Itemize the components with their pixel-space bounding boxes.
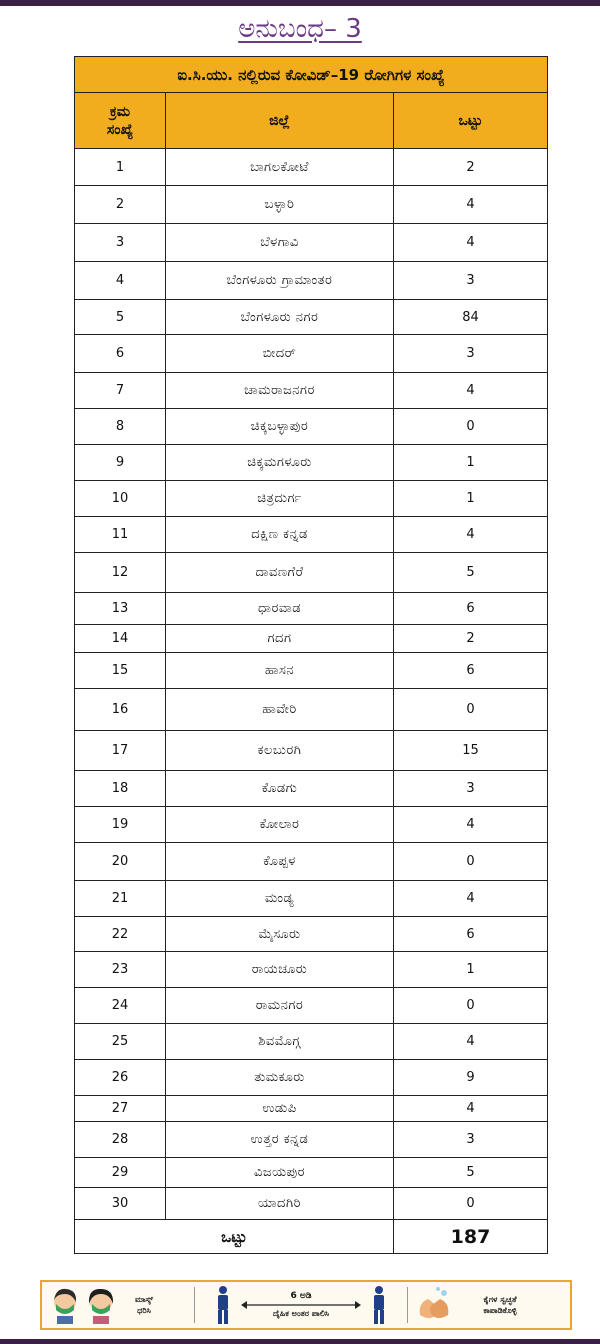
serial-number-cell: 18 bbox=[75, 771, 166, 807]
table-row bbox=[75, 807, 548, 843]
serial-number-cell: 12 bbox=[75, 553, 166, 593]
mask-caption bbox=[120, 1294, 168, 1316]
serial-number-cell: 22 bbox=[75, 917, 166, 952]
table-row bbox=[75, 1158, 548, 1188]
serial-number-cell: 13 bbox=[75, 593, 166, 625]
table-row bbox=[75, 149, 548, 186]
total-row bbox=[75, 1220, 548, 1254]
serial-number-cell: 20 bbox=[75, 843, 166, 881]
distance-caption: ದೈಹಿಕ ಅಂತರ ಪಾಲಿಸಿ bbox=[272, 1309, 330, 1318]
table-row bbox=[75, 262, 548, 300]
serial-number-cell: 2 bbox=[75, 186, 166, 224]
table-row bbox=[75, 689, 548, 731]
district-name-cell: ರಾಯಚೂರು bbox=[166, 952, 394, 988]
count-cell: 4 bbox=[394, 1024, 548, 1060]
serial-number-cell: 8 bbox=[75, 409, 166, 445]
district-name-cell: ಚಿತ್ರದುರ್ಗ bbox=[166, 481, 394, 517]
count-cell: 2 bbox=[394, 625, 548, 653]
serial-number-cell: 26 bbox=[75, 1060, 166, 1096]
table-row bbox=[75, 952, 548, 988]
icu-cases-table bbox=[74, 56, 548, 1254]
table-row bbox=[75, 843, 548, 881]
serial-number-cell: 29 bbox=[75, 1158, 166, 1188]
serial-number-cell: 27 bbox=[75, 1096, 166, 1122]
table-row bbox=[75, 1122, 548, 1158]
handwash-caption-line1: ಕೈಗಳ ಸ್ವಚ್ಛತೆ bbox=[483, 1295, 517, 1304]
table-row bbox=[75, 373, 548, 409]
count-cell: 4 bbox=[394, 517, 548, 553]
table-row bbox=[75, 553, 548, 593]
handwash-caption bbox=[460, 1294, 540, 1316]
count-cell: 4 bbox=[394, 807, 548, 843]
district-name-cell: ಧಾರವಾಡ bbox=[166, 593, 394, 625]
distance-reminder bbox=[201, 1285, 401, 1325]
table-row bbox=[75, 1024, 548, 1060]
table-title-row bbox=[75, 57, 548, 93]
mask-caption-line2: ಧರಿಸಿ bbox=[137, 1306, 151, 1315]
district-name-cell: ಬೆಂಗಳೂರು ಗ್ರಾಮಾಂತರ bbox=[166, 262, 394, 300]
count-cell: 4 bbox=[394, 224, 548, 262]
district-name-cell: ಕೊಪ್ಪಳ bbox=[166, 843, 394, 881]
district-name-cell: ದಕ್ಷಿಣ ಕನ್ನಡ bbox=[166, 517, 394, 553]
table-row bbox=[75, 481, 548, 517]
count-cell: 0 bbox=[394, 988, 548, 1024]
count-cell: 3 bbox=[394, 771, 548, 807]
serial-number-cell: 28 bbox=[75, 1122, 166, 1158]
table-row bbox=[75, 771, 548, 807]
serial-number-cell: 16 bbox=[75, 689, 166, 731]
district-name-cell: ಶಿವಮೊಗ್ಗ bbox=[166, 1024, 394, 1060]
count-cell: 1 bbox=[394, 445, 548, 481]
banner-divider-2 bbox=[407, 1287, 408, 1323]
district-name-cell: ತುಮಕೂರು bbox=[166, 1060, 394, 1096]
count-cell: 4 bbox=[394, 1096, 548, 1122]
handwash-reminder bbox=[414, 1285, 564, 1325]
district-name-cell: ಹಾಸನ bbox=[166, 653, 394, 689]
count-cell: 15 bbox=[394, 731, 548, 771]
count-cell: 0 bbox=[394, 1188, 548, 1220]
table-title: ಐ.ಸಿ.ಯು. ನಲ್ಲಿರುವ ಕೋವಿಡ್–19 ರೋಗಿಗಳ ಸಂಖ್ಯೆ bbox=[75, 57, 548, 93]
safety-banner bbox=[40, 1280, 572, 1330]
count-cell: 4 bbox=[394, 881, 548, 917]
count-cell: 6 bbox=[394, 593, 548, 625]
masked-face-icon bbox=[48, 1286, 82, 1324]
table-row bbox=[75, 517, 548, 553]
table-header-row bbox=[75, 93, 548, 149]
person-icon-2 bbox=[370, 1285, 388, 1325]
count-cell: 0 bbox=[394, 689, 548, 731]
bottom-border bbox=[0, 1339, 600, 1344]
table-row bbox=[75, 881, 548, 917]
serial-number-header bbox=[75, 93, 166, 149]
table-row bbox=[75, 653, 548, 689]
banner-divider bbox=[194, 1287, 195, 1323]
distance-value: 6 ಅಡಿ bbox=[290, 1291, 312, 1301]
serial-number-cell: 19 bbox=[75, 807, 166, 843]
serial-number-cell: 6 bbox=[75, 335, 166, 373]
district-name-cell: ಗದಗ bbox=[166, 625, 394, 653]
count-cell: 6 bbox=[394, 653, 548, 689]
table-row bbox=[75, 1188, 548, 1220]
table-row bbox=[75, 445, 548, 481]
serial-number-cell: 23 bbox=[75, 952, 166, 988]
serial-number-cell: 21 bbox=[75, 881, 166, 917]
district-name-cell: ಕೋಲಾರ bbox=[166, 807, 394, 843]
district-name-cell: ಬಳ್ಳಾರಿ bbox=[166, 186, 394, 224]
handwash-icon bbox=[414, 1285, 454, 1325]
district-name-cell: ಬೆಳಗಾವಿ bbox=[166, 224, 394, 262]
district-name-cell: ಕೊಡಗು bbox=[166, 771, 394, 807]
double-arrow-icon bbox=[241, 1301, 361, 1309]
count-cell: 2 bbox=[394, 149, 548, 186]
district-name-cell: ವಿಜಯಪುರ bbox=[166, 1158, 394, 1188]
table-row bbox=[75, 625, 548, 653]
count-cell: 9 bbox=[394, 1060, 548, 1096]
district-name-cell: ಚಿಕ್ಕಮಗಳೂರು bbox=[166, 445, 394, 481]
serial-number-cell: 1 bbox=[75, 149, 166, 186]
district-name-cell: ಹಾವೇರಿ bbox=[166, 689, 394, 731]
masked-face-icon-2 bbox=[84, 1286, 118, 1324]
table-row bbox=[75, 1096, 548, 1122]
district-name-cell: ಚಿಕ್ಕಬಳ್ಳಾಪುರ bbox=[166, 409, 394, 445]
district-name-cell: ಬೆಂಗಳೂರು ನಗರ bbox=[166, 300, 394, 335]
serial-number-cell: 7 bbox=[75, 373, 166, 409]
district-name-cell: ಯಾದಗಿರಿ bbox=[166, 1188, 394, 1220]
serial-number-cell: 14 bbox=[75, 625, 166, 653]
count-cell: 5 bbox=[394, 553, 548, 593]
table-row bbox=[75, 409, 548, 445]
table-row bbox=[75, 731, 548, 771]
serial-header-line1: ಕ್ರಮ bbox=[109, 103, 131, 120]
district-name-cell: ಉಡುಪಿ bbox=[166, 1096, 394, 1122]
table-row bbox=[75, 224, 548, 262]
serial-number-cell: 15 bbox=[75, 653, 166, 689]
table-row bbox=[75, 593, 548, 625]
count-cell: 4 bbox=[394, 186, 548, 224]
serial-number-cell: 11 bbox=[75, 517, 166, 553]
table-row bbox=[75, 1060, 548, 1096]
mask-reminder bbox=[48, 1286, 188, 1324]
table-row bbox=[75, 186, 548, 224]
table-row bbox=[75, 300, 548, 335]
count-cell: 5 bbox=[394, 1158, 548, 1188]
total-label: ಒಟ್ಟು bbox=[75, 1220, 394, 1254]
district-name-cell: ಬೀದರ್ bbox=[166, 335, 394, 373]
count-cell: 3 bbox=[394, 262, 548, 300]
serial-header-line2: ಸಂಖ್ಯೆ bbox=[106, 121, 134, 138]
district-header: ಜಿಲ್ಲೆ bbox=[166, 93, 394, 149]
table-row bbox=[75, 917, 548, 952]
district-name-cell: ಚಾಮರಾಜನಗರ bbox=[166, 373, 394, 409]
count-cell: 0 bbox=[394, 843, 548, 881]
handwash-caption-line2: ಕಾಪಾಡಿಕೊಳ್ಳಿ bbox=[483, 1306, 517, 1315]
table-row bbox=[75, 988, 548, 1024]
page-heading: ಅನುಬಂಧ– 3 bbox=[238, 14, 362, 44]
serial-number-cell: 4 bbox=[75, 262, 166, 300]
top-border bbox=[0, 0, 600, 6]
district-name-cell: ಉತ್ತರ ಕನ್ನಡ bbox=[166, 1122, 394, 1158]
count-cell: 3 bbox=[394, 1122, 548, 1158]
count-cell: 1 bbox=[394, 481, 548, 517]
serial-number-cell: 24 bbox=[75, 988, 166, 1024]
serial-number-cell: 25 bbox=[75, 1024, 166, 1060]
count-cell: 3 bbox=[394, 335, 548, 373]
table-row bbox=[75, 335, 548, 373]
total-header: ಒಟ್ಟು bbox=[394, 93, 548, 149]
total-value: 187 bbox=[394, 1220, 548, 1254]
serial-number-cell: 17 bbox=[75, 731, 166, 771]
count-cell: 0 bbox=[394, 409, 548, 445]
district-name-cell: ಮೈಸೂರು bbox=[166, 917, 394, 952]
serial-number-cell: 30 bbox=[75, 1188, 166, 1220]
district-name-cell: ರಾಮನಗರ bbox=[166, 988, 394, 1024]
district-name-cell: ಬಾಗಲಕೋಟೆ bbox=[166, 149, 394, 186]
district-name-cell: ಕಲಬುರಗಿ bbox=[166, 731, 394, 771]
serial-number-cell: 10 bbox=[75, 481, 166, 517]
count-cell: 84 bbox=[394, 300, 548, 335]
serial-number-cell: 3 bbox=[75, 224, 166, 262]
count-cell: 6 bbox=[394, 917, 548, 952]
mask-caption-line1: ಮಾಸ್ಕ್ bbox=[134, 1295, 154, 1304]
serial-number-cell: 5 bbox=[75, 300, 166, 335]
count-cell: 1 bbox=[394, 952, 548, 988]
person-icon bbox=[214, 1285, 232, 1325]
serial-number-cell: 9 bbox=[75, 445, 166, 481]
distance-info bbox=[236, 1291, 366, 1319]
district-name-cell: ದಾವಣಗೆರೆ bbox=[166, 553, 394, 593]
district-name-cell: ಮಂಡ್ಯ bbox=[166, 881, 394, 917]
count-cell: 4 bbox=[394, 373, 548, 409]
